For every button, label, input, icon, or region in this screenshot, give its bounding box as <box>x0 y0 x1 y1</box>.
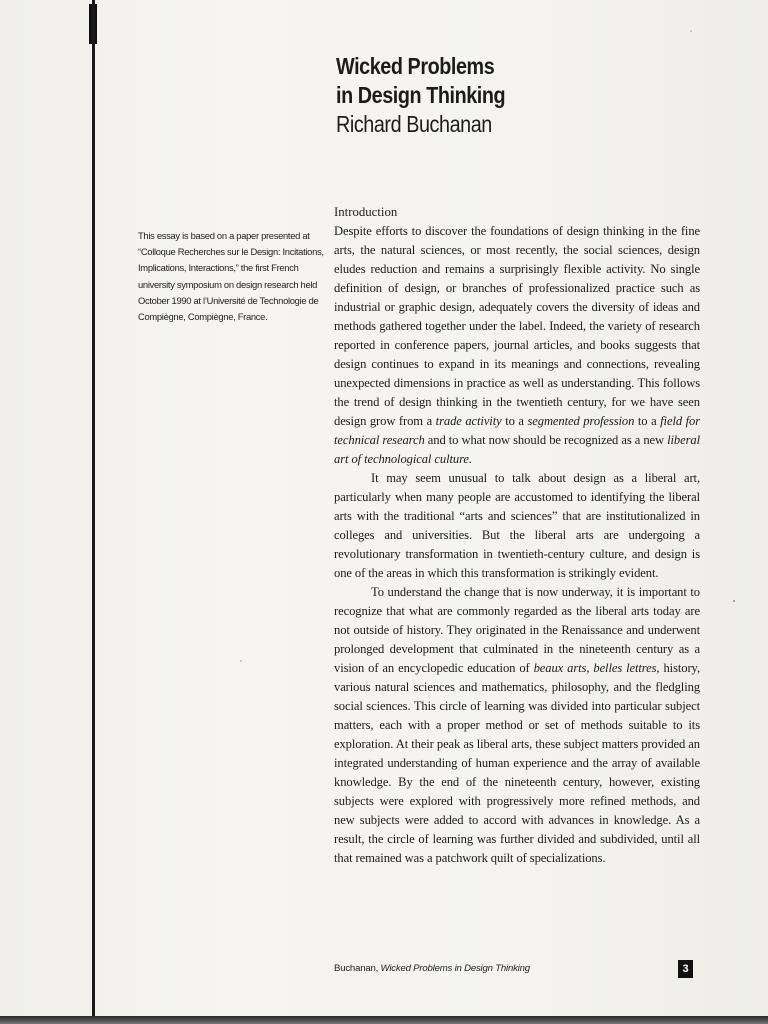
margin-note-line: This essay is based on a paper presented at <box>138 230 310 241</box>
scan-speck <box>733 600 735 602</box>
running-footer <box>334 963 530 974</box>
italic-term: belles lettres, <box>593 661 660 675</box>
margin-note-line: university symposium on design research held <box>138 278 318 290</box>
margin-note-line: “Colloque Recherches sur le Design: Incitations, <box>138 246 324 258</box>
body-text-column <box>334 202 700 868</box>
paragraph-3-text: , <box>586 661 594 675</box>
paragraph-1 <box>334 222 700 469</box>
footer-author: Buchanan, <box>334 963 381 974</box>
scan-speck <box>240 660 242 662</box>
article-header <box>336 52 716 139</box>
margin-note <box>138 228 328 325</box>
section-heading: Introduction <box>334 205 398 219</box>
article-author: Richard Buchanan <box>336 111 492 137</box>
paragraph-2: It may seem unusual to talk about design as a liberal art, particularly when many people are accustomed to identifying the liberal arts with the traditional “arts and sciences” that are institutionalized in colleges and universities. But the liberal arts are undergoing a revolutionary transformation in twentieth-century culture, and design is one of the areas in which this transformation is strikingly evident. <box>334 471 700 580</box>
paragraph-3-text: history, various natural sciences and mathematics, philosophy, and the fledgling social sciences. This circle of learning was divided into particular subject matters, each with a proper method or set of methods suitable to its exploration. At their peak as liberal arts, these subject matters provided an integrated understanding of human experience and the array of available knowledge. By the end of the nineteenth century, however, existing subjects were explored with progressively more refined methods, and new subjects were added to accord with advances in knowledge. As a result, the circle of learning was further divided and subdivided, until all that remained was a patchwork quilt of specializations. <box>334 661 700 865</box>
margin-note-line: October 1990 at l’Université de Technologie de <box>138 294 319 306</box>
margin-note-line: Compiègne, Compiègne, France. <box>138 311 268 323</box>
page-number: 3 <box>678 960 693 978</box>
margin-note-line: Implications, Interactions,” the first French <box>138 262 299 274</box>
article-title-line-2: in Design Thinking <box>336 82 506 108</box>
italic-term: segmented profession <box>527 414 635 428</box>
paragraph-1-text: to a <box>634 414 661 428</box>
italic-term: beaux arts <box>533 661 587 675</box>
article-title-line-1: Wicked Problems <box>336 53 495 79</box>
paragraph-1-text: Despite efforts to discover the foundations of design thinking in the fine arts, the natural sciences, or most recently, the social sciences, design eludes reduction and remains a surprisingly flexible activity. No single definition of design, or branches of professionalized practice such as industrial or graphic design, adequately covers the diversity of ideas and methods gathered together under the label. Indeed, the variety of research reported in conference papers, journal articles, and books suggests that design continues to expand in its meanings and connections, revealing unexpected dimensions in practice as well as understanding. This follows the trend of design thinking in the twentieth century, for we have seen design grow from a <box>334 224 700 428</box>
paragraph-1-text: to a <box>501 414 528 428</box>
paragraph-1-text: and to what now should be recognized as a new <box>424 433 668 447</box>
scan-speck <box>690 30 692 32</box>
paragraph-3-text: To understand the change that is now underway, it is important to recognize that what are commonly regarded as the liberal arts today are not outside of history. They originated in the Renaissance and underwent prolonged development that culminated in the nineteenth century as a vision of an encyclopedic education of <box>334 585 700 675</box>
page-bottom-edge <box>0 1016 768 1024</box>
italic-term: trade activity <box>435 414 502 428</box>
paragraph-3 <box>334 583 700 868</box>
italic-term: liberal art of technological culture. <box>334 433 700 466</box>
italic-term: field for technical research <box>334 414 701 447</box>
binding-line <box>92 0 95 1016</box>
footer-title: Wicked Problems in Design Thinking <box>380 963 530 974</box>
